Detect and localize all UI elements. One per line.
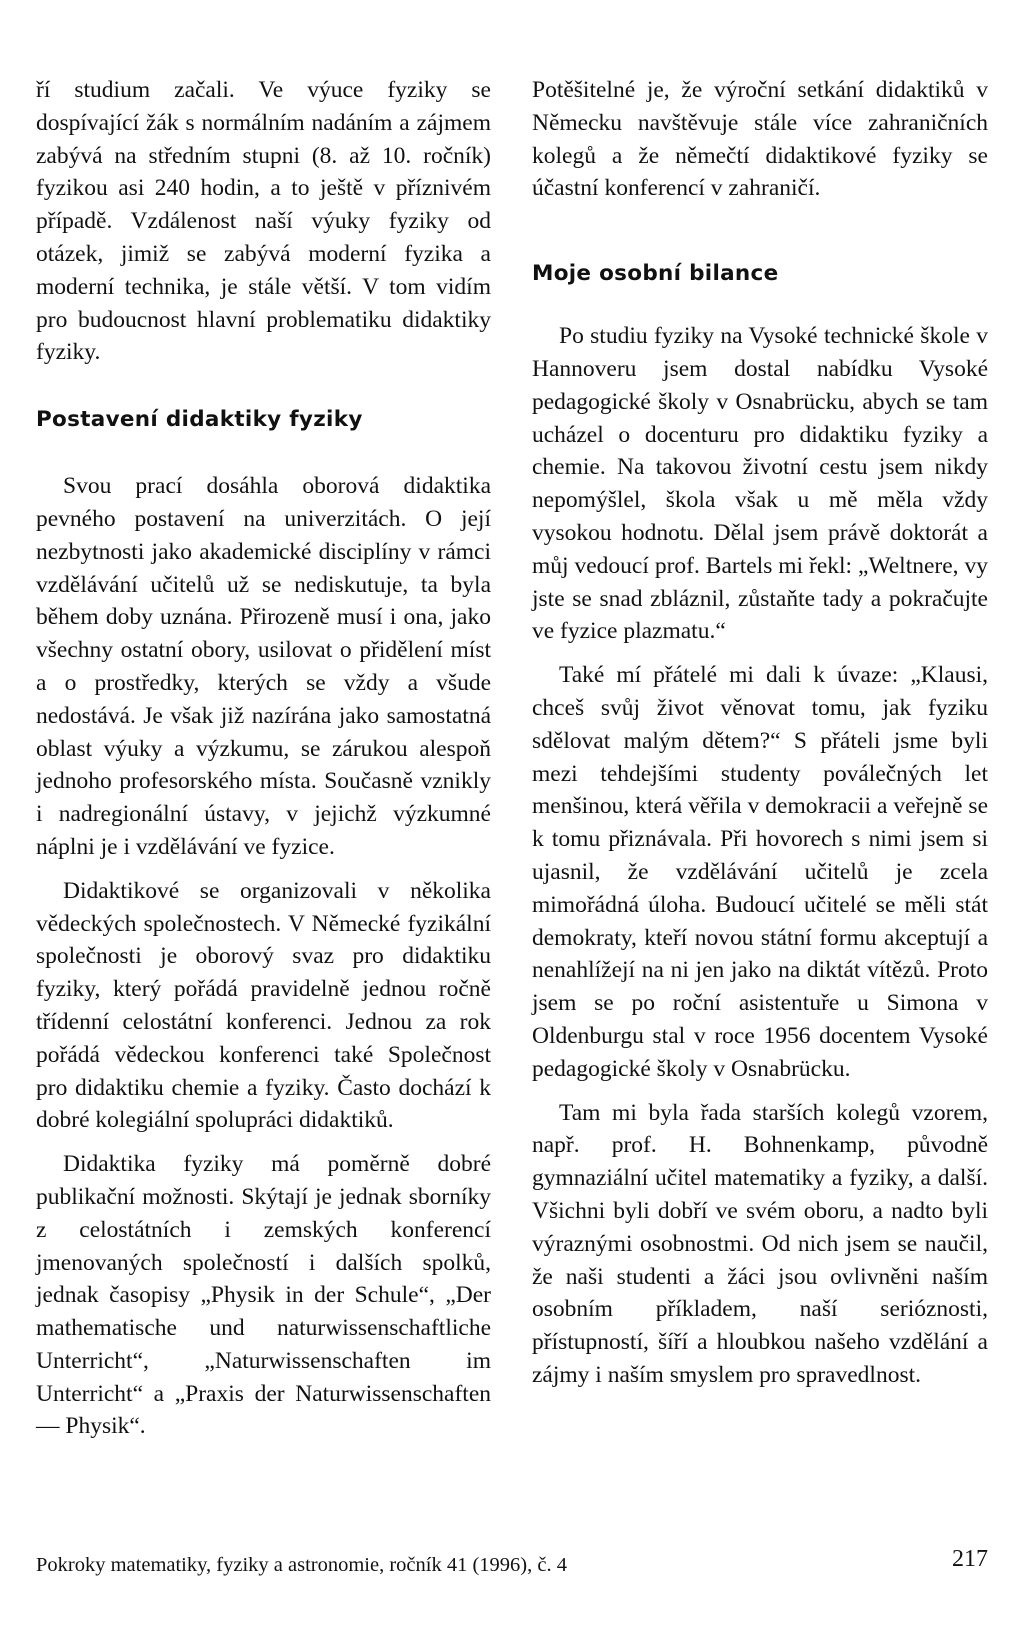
page-number: 217	[952, 1546, 988, 1572]
paragraph: Tam mi byla řada starších kolegů vzorem, např. prof. H. Bohnenkamp, původně gymnaziální učitel matematiky a fyziky, a další. Všichni byli dobří ve svém oboru, a nadto byli výraznými osobnostmi. Od nich jsem se naučil, že naši studenti a žáci jsou ovlivněni naším osobním příkladem, naší serióznosti, přístupností, šíří a hloubkou našeho vzdělání a zájmy i naším smyslem pro spravedlnost.	[532, 1099, 988, 1388]
paragraph: Didaktikové se organizovali v několika vědeckých společnostech. V Německé fyzikální společnosti je oborový svaz pro didaktiku fyziky, který pořádá pravidelně jednou ročně třídenní celostátní konferenci. Jednou za rok pořádá vědeckou konferenci také Společnost pro didaktiku chemie a fyziky. Často dochází k dobré kolegiální spolupráci didaktiků.	[36, 877, 491, 1134]
journal-citation: Pokroky matematiky, fyziky a astronomie, ročník 41 (1996), č. 4	[36, 1554, 567, 1576]
paragraph-continued: Potěšitelné je, že výroční setkání didaktiků v Německu navštěvuje stále více zahraničních kolegů a že němečtí didaktikové fyziky se účastní konferencí v zahraničí.	[532, 77, 988, 202]
left-column	[36, 74, 491, 1454]
paragraph: Svou prací dosáhla oborová didaktika pevného postavení na univerzitách. O její nezbytnosti jako akademické disciplíny v rámci vzdělávání učitelů už se nediskutuje, ta byla během doby uznána. Přirozeně musí i ona, jako všechny ostatní obory, usilovat o přidělení míst a o prostředky, kterých se vždy a všude nedostává. Je však již nazírána jako samostatná oblast výuky a výzkumu, se zárukou alespoň jednoho profesorského místa. Současně vznikly i nadregionální ústavy, v jejichž výzkumné náplni je i vzdělávání ve fyzice.	[36, 473, 491, 860]
paragraph-continued: ří studium začali. Ve výuce fyziky se dospívající žák s normálním nadáním a zájmem zabývá na středním stupni (8. až 10. ročník) fyzikou asi 240 hodin, a to ještě v příznivém případě. Vzdálenost naší výuky fyziky od otázek, jimiž se zabývá moderní fyzika a moderní technika, je stále větší. V tom vidím pro budoucnost hlavní problematiku didaktiky fyziky.	[36, 77, 491, 366]
paragraph: Po studiu fyziky na Vysoké technické škole v Hannoveru jsem dostal nabídku Vysoké pedagogické školy v Osnabrücku, abych se tam ucházel o docenturu pro didaktiku fyziky a chemie. Na takovou životní cestu jsem nikdy nepomýšlel, škola však u mě měla vždy vysokou hodnotu. Dělal jsem právě doktorát a můj vedoucí prof. Bartels mi řekl: „Weltnere, vy jste se snad zbláznil, zůstaňte tady a pokračujte ve fyzice plazmatu.“	[532, 323, 988, 645]
paragraph: Didaktika fyziky má poměrně dobré publikační možnosti. Skýtají je jednak sborníky z celostátních i zemských konferencí jmenovaných společností i dalších spolků, jednak časopisy „Physik in der Schule“, „Der mathematische und naturwissenschaftliche Unterricht“, „Naturwissenschaften im Unterricht“ a „Praxis der Naturwissenschaften — Physik“.	[36, 1151, 491, 1440]
right-column	[532, 74, 988, 1403]
page-footer	[36, 1546, 988, 1580]
section-heading-postaveni: Postavení didaktiky fyziky	[36, 407, 363, 433]
section-heading-bilance: Moje osobní bilance	[532, 261, 779, 287]
paragraph: Také mí přátelé mi dali k úvaze: „Klausi, chceš svůj život věnovat tomu, jak fyziku sdělovat malým dětem?“ S přáteli jsme byli mezi tehdejšími studenty poválečných let menšinou, která věřila v demokracii a veřejně se k tomu přiznávala. Při hovorech s nimi jsem si ujasnil, že vzdělávání učitelů je zcela mimořádná úloha. Budoucí učitelé se měli stát demokraty, kteří novou státní formu akceptují a nenahlížejí na ni jen jako na diktát vítězů. Proto jsem se po roční asistentuře u Simona v Oldenburgu stal v roce 1956 docentem Vysoké pedagogické školy v Osnabrücku.	[532, 662, 988, 1082]
